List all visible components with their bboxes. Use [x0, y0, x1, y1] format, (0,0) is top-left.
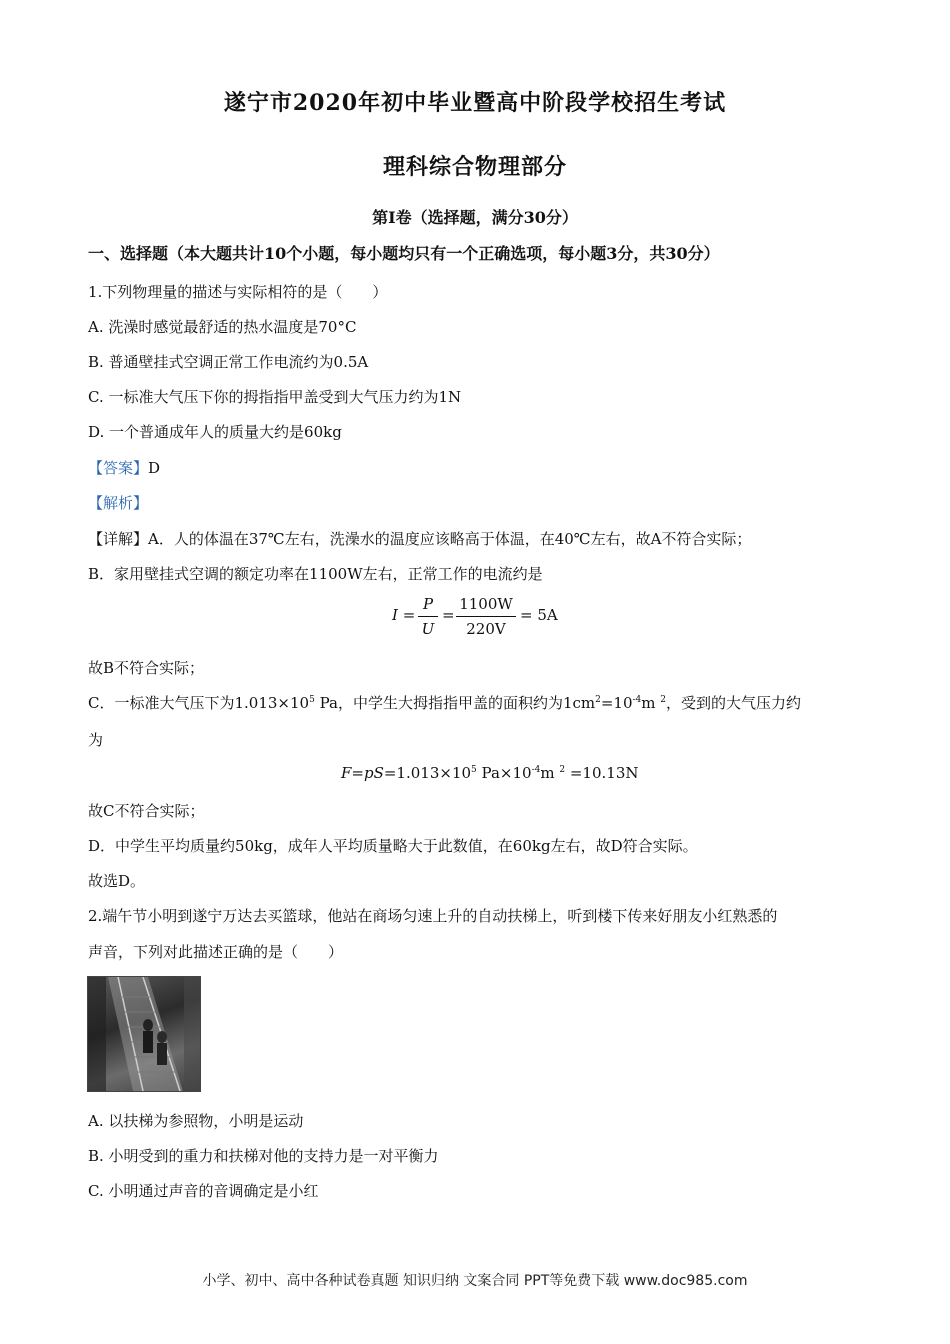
section-heading: 一、选择题（本大题共计10个小题，每小题均只有一个正确选项，每小题3分，共30分） — [88, 244, 720, 263]
formula-force-part: =1.013×10 — [383, 764, 472, 782]
footer-link[interactable]: 小学、初中、高中各种试卷真题 知识归纳 文案合同 PPT等免费下载 www.doc985.com — [202, 1273, 748, 1289]
superscript: -4 — [531, 765, 541, 775]
q2-option-a: A. 以扶梯为参照物，小明是运动 — [88, 1112, 304, 1130]
formula-denominator: 220V — [466, 620, 506, 638]
formula-force-part: F=pS — [341, 764, 384, 782]
detail-c-continued: 为 — [88, 731, 104, 749]
superscript: 2 — [559, 765, 566, 775]
fraction-bar — [456, 616, 516, 617]
formula-force — [341, 764, 638, 782]
detail-a: 【详解】A．人的体温在37℃左右，洗澡水的温度应该略高于体温，在40℃左右，故A不符合实际； — [88, 530, 752, 548]
formula-eq: = — [442, 606, 455, 624]
formula-result: = 5A — [520, 606, 558, 624]
superscript: -4 — [632, 695, 642, 705]
q1-option-d: D. 一个普通成年人的质量大约是60kg — [88, 423, 342, 441]
fraction-bar — [418, 616, 438, 617]
formula-numerator: 1100W — [459, 595, 513, 613]
q1-option-c: C. 一标准大气压下你的拇指指甲盖受到大气压力约为1N — [88, 388, 462, 406]
superscript: 5 — [309, 695, 315, 705]
q2-option-b: B. 小明受到的重力和扶梯对他的支持力是一对平衡力 — [88, 1147, 439, 1165]
q2-option-c: C. 小明通过声音的音调确定是小红 — [88, 1182, 319, 1200]
answer-value: D — [148, 459, 161, 477]
formula-force-part: Pa×10 — [476, 764, 532, 782]
q1-answer — [88, 457, 160, 478]
detail-c-text: C．一标准大气压下为1.013×10 — [88, 694, 310, 712]
q1-option-a: A. 洗澡时感觉最舒适的热水温度是70°C — [88, 318, 357, 336]
detail-c-text: m — [641, 694, 661, 712]
q2-stem-line2: 声音，下列对此描述正确的是（ ） — [88, 943, 344, 961]
detail-c-text: =10 — [600, 694, 633, 712]
q1-choice: 故选D。 — [88, 872, 146, 890]
q1-option-b: B. 普通壁挂式空调正常工作电流约为0.5A — [88, 353, 369, 371]
formula-i-lhs: I = — [392, 606, 416, 624]
b-conclusion: 故B不符合实际； — [88, 659, 205, 677]
q2-stem-line1: 2.端午节小明到遂宁万达去买篮球，他站在商场匀速上升的自动扶梯上，听到楼下传来好朋友小红熟悉的 — [88, 907, 778, 925]
superscript: 2 — [660, 695, 667, 705]
q1-stem: 1.下列物理量的描述与实际相符的是（ ） — [88, 283, 388, 301]
detail-b: B．家用壁挂式空调的额定功率在1100W左右，正常工作的电流约是 — [88, 565, 543, 583]
analysis-label: 【解析】 — [88, 494, 149, 512]
superscript: 5 — [471, 765, 477, 775]
detail-c-text: ，受到的大气压力约 — [666, 694, 802, 712]
detail-c-text: Pa，中学生大拇指指甲盖的面积约为1cm — [314, 694, 596, 712]
escalator-illustration — [88, 977, 200, 1091]
formula-force-part: m — [540, 764, 560, 782]
detail-d: D．中学生平均质量约50kg，成年人平均质量略大于此数值，在60kg左右，故D符合实际。 — [88, 837, 698, 855]
superscript: 2 — [595, 695, 601, 705]
page-subtitle: 理科综合物理部分 — [382, 154, 567, 180]
answer-label: 【答案】 — [88, 459, 149, 477]
page-title: 遂宁市2020年初中毕业暨高中阶段学校招生考试 — [223, 90, 727, 116]
formula-u: U — [421, 620, 435, 638]
formula-p: P — [422, 595, 434, 613]
escalator-photo — [87, 976, 201, 1092]
c-conclusion: 故C不符合实际； — [88, 802, 205, 820]
formula-force-part: =10.13N — [565, 764, 639, 782]
detail-c — [88, 692, 801, 713]
volume-heading: 第I卷（选择题，满分30分） — [372, 208, 578, 227]
